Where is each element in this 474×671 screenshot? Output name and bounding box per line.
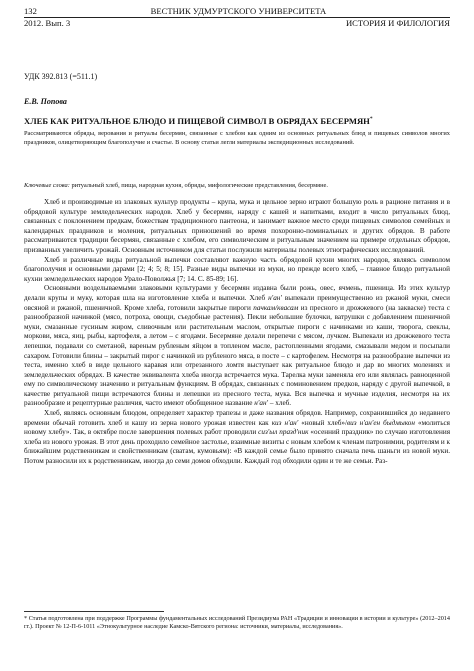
journal-name: ВЕСТНИК УДМУРТСКОГО УНИВЕРСИТЕТА [150,6,327,16]
italic-term: киз н'ан' [271,418,299,427]
paragraph-text: Основными возделываемыми злаковыми культурами у бесермян издавна были рожь, овес, ячмень, пшеница. Из этих культур делали крупы и муку, которая шла на изготовление хлеба и выпечки. Хлеб [24,284,450,302]
udc-code: УДК 392.813 (=511.1) [24,72,98,81]
footnote: * Статья подготовлена при поддержке Программы фундаментальных исследований Президиума РАН «Традиции и инновации в истории и культуре» (2012–2014 гг.). Проект № 12-П-6-1011 «Этнокультурное наследие Камско-Вятского региона: источники, материалы, исследования». [24,615,450,631]
section-label: ИСТОРИЯ И ФИЛОЛОГИЯ [345,18,450,28]
keywords [24,182,450,191]
page-number: 132 [24,6,37,16]
paragraph-3 [24,284,450,409]
title-footnote-mark: * [369,116,373,122]
author-name: Е.В. Попова [24,97,67,106]
paragraph-1 [24,198,450,256]
paragraph-text: – хлеб. [268,399,292,408]
italic-term: виз н'ан'ен быдмыкон [347,418,415,427]
paragraph-text: выпекали преимущественно из ржаной муки, смеси овсяной и ржаной, пшеничной. Кроме хлеба, готовили закрытые пироги [24,293,451,312]
article-body [24,198,450,467]
paragraph-text: Хлеб и производимые из злаковых культур продукты – крупа, мука и цельное зерно играют большую роль в рационе питания и в обрядовой культуре земледельческих народов. Хлеб у бесермян, наряду с кашей и напитками, входит в число ритуальных блюд, связанных с поклонением предкам, божествам традиционного пантеона, и занимает важное место среди пищевых символов семейных и календарных праздников и моления, ритуальных приношений во время похоронно-поминальных и других обрядов. В работе рассматриваются традиции бесермян, связанные с хлебом, его символическим и ритуальным значением на примере отдельных обрядов, призванных увеличить урожай. Основным источником для статьи послужили материалы полевых этнографических исследований. [24,198,450,254]
running-header [24,6,450,28]
issue-label: 2012. Вып. 3 [24,18,71,28]
keywords-text: ритуальный хлеб, пища, народная кухня, обряды, мифологические представления, бесермяне. [71,182,328,189]
paragraph-2 [24,256,450,285]
paragraph-4 [24,409,450,467]
footnote-rule [24,611,164,612]
keywords-label: Ключевые слова: [24,182,70,189]
italic-term: сиз'ыл празд'ник [258,428,309,437]
paragraph-text: «осенний праздник» по случаю изготовления хлеба из нового урожая. В этот день проходило семейное застолье, взаимные визиты с новым хлебом к членам патронимии, родителям и к ближайшим родственникам и свойственникам (сватам, кумовьям): «В каждой семье было принято сначала печь шаньги из новой муки. Потом разносили их к родственникам, иногда до семи домов обходили. Каждый год обходили один и те же семьи. Раз- [24,428,450,466]
article-title-text: ХЛЕБ КАК РИТУАЛЬНОЕ БЛЮДО И ПИЩЕВОЙ СИМВОЛ В ОБРЯДАХ БЕСЕРМЯН [24,115,370,126]
paragraph-text: из пресного и дрожжевого (на закваске) теста с разнообразной начинкой (мясо, потроха, овощи, съедобные растения). Пекли небольшие булочки, ватрушки с добавлением пшеничной муки, смазанные гусиным жиром, сливочным или растительным маслом, открытые пироги с начинками из каши, творога, свеклы, моркови, мяса, яиц, рыбы, картофеля, а летом – с ягодами. Бесермяне делали перепечи с мясом, лучком. Выпекали из дрожжевого теста лепешки, подавали со сметаной, вареным рубленым яйцом в топленом масле, растопленными ягодами, смазывали медом и посыпали сахаром. Готовили блины – закрытый пирог с начинкой из рубленого мяса, в посте – с картофелем. Несмотря на разнообразие выпечки из теста, именно хлеб в виде цельного каравая или отрезанного ломтя выступает как ритуальное блюдо и дар во многих молениях и земледельческих обрядах. В качестве эквивалента хлеба иногда встречается мука. Тарелка муки заменяла его или являлась равноценной ему по символическому значению и ритуальным функциям. В обрядах, связанных с поминовением предков, наряду с другой выпечкой, в качестве ритуальной пищи встречаются блины и лепешки из пресного теста, мука. Вся выпечка и мучные изделия, несмотря на их разнообразие и рецептурные различия, часто имеют обобщенное название [24,303,450,408]
paragraph-text: Хлеб, являясь основным блюдом, определяет характер трапезы и даже названия обрядов. Например, сохранившийся до недавнего времени обычай готовить хлеб и кашу из зерна нового урожая известен как [24,409,450,427]
paragraph-text: «новый хлеб»/ [298,418,348,427]
italic-term: н'ан' [268,293,282,302]
abstract: Рассматриваются обряды, верования и ритуалы бесермян, связанные с хлебом как одним из основных ритуальных блюд и пищевых символов многих праздников, олицетворяющим благополучие и счастье. В основу статьи легли материалы экспедиционных исследований. [24,130,450,147]
italic-term: н'ан' [254,399,269,408]
article-title [24,114,450,126]
paragraph-text: Хлеб и различные виды ритуальной выпечки составляют важную часть обрядовой кухни многих народов, являясь символом благополучия и основными дарами [2; 4; 5; 8; 15]. Разные виды выпечки из муки, но прежде всего хлеб, – главное блюдо ритуальной кухни земледельческих народов Урало-Поволжья [7; 14. С. 85-89; 16]. [24,255,450,283]
paragraph-text: «молиться новому хлебу». Так, в октябре после завершения полевых работ проводили [24,418,450,437]
italic-term: пачкам/квасам [253,303,299,312]
